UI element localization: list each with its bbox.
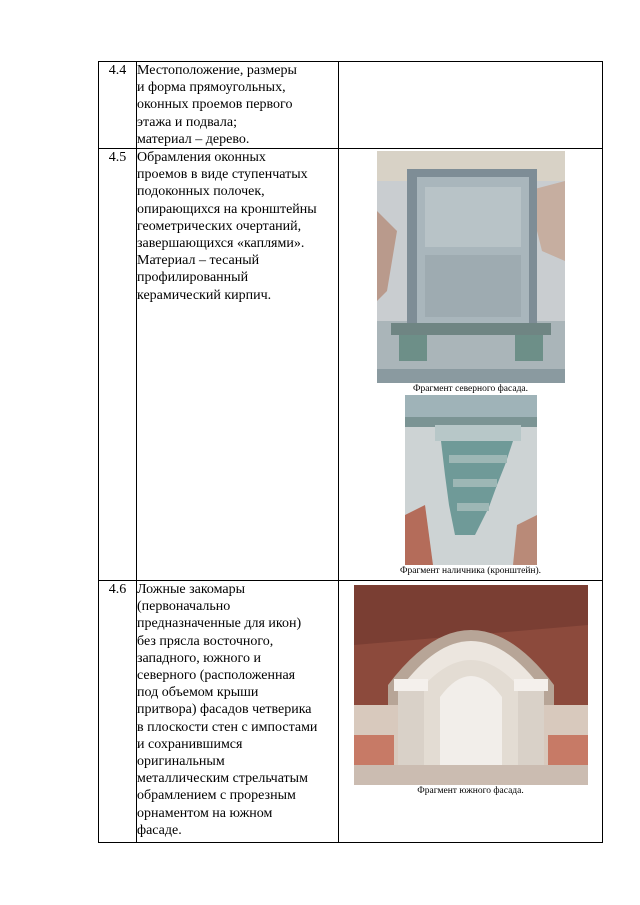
row-description bbox=[137, 581, 339, 843]
description-line: материал – дерево. bbox=[137, 131, 250, 147]
description-line: под объемом крыши bbox=[137, 685, 259, 701]
document-table bbox=[98, 61, 603, 843]
description-line: этажа и подвала; bbox=[137, 114, 237, 130]
table-row bbox=[99, 581, 603, 843]
description-line: в плоскости стен с импостами bbox=[137, 719, 318, 735]
table-row bbox=[99, 62, 603, 149]
row-description bbox=[137, 149, 339, 581]
description-line: западного, южного и bbox=[137, 650, 261, 666]
description-line: и сохранившимся bbox=[137, 736, 243, 752]
description-line: притвора) фасадов четверика bbox=[137, 702, 312, 718]
description-line: геометрических очертаний, bbox=[137, 218, 302, 234]
row-image-cell bbox=[339, 62, 603, 149]
description-line: проемов в виде ступенчатых bbox=[137, 167, 308, 183]
row-number: 4.4 bbox=[99, 62, 137, 149]
description-line: предназначенные для икон) bbox=[137, 616, 302, 632]
row-image-cell bbox=[339, 149, 603, 581]
description-line: Обрамления оконных bbox=[137, 150, 266, 166]
north-facade-photo bbox=[377, 151, 565, 383]
description-line: (первоначально bbox=[137, 599, 231, 615]
description-line: без прясла восточного, bbox=[137, 633, 274, 649]
description-line: профилированный bbox=[137, 270, 249, 286]
row-image-cell bbox=[339, 581, 603, 843]
description-line: северного (расположенная bbox=[137, 668, 296, 684]
description-line: оконных проемов первого bbox=[137, 97, 293, 113]
description-line: металлическим стрельчатым bbox=[137, 771, 308, 787]
description-line: оригинальным bbox=[137, 754, 225, 770]
photo-caption: Фрагмент наличника (кронштейн). bbox=[399, 566, 542, 577]
description-line: Материал – тесаный bbox=[137, 253, 260, 269]
south-facade-photo bbox=[354, 585, 588, 785]
table-row bbox=[99, 149, 603, 581]
description-line: опирающихся на кронштейны bbox=[137, 201, 317, 217]
description-line: подоконных полочек, bbox=[137, 184, 265, 200]
row-number: 4.6 bbox=[99, 581, 137, 843]
description-line: обрамлением с прорезным bbox=[137, 788, 296, 804]
window-bracket-photo bbox=[405, 395, 537, 565]
photo-caption: Фрагмент южного фасада. bbox=[417, 786, 524, 797]
description-line: и форма прямоугольных, bbox=[137, 80, 286, 96]
description-line: орнаментом на южном bbox=[137, 805, 273, 821]
description-line: Местоположение, размеры bbox=[137, 63, 297, 78]
description-line: керамический кирпич. bbox=[137, 287, 272, 303]
photo-caption: Фрагмент северного фасада. bbox=[413, 384, 528, 395]
description-line: завершающихся «каплями». bbox=[137, 236, 305, 252]
description-line: фасаде. bbox=[137, 822, 182, 838]
row-description bbox=[137, 62, 339, 149]
row-number: 4.5 bbox=[99, 149, 137, 581]
description-line: Ложные закомары bbox=[137, 582, 246, 598]
